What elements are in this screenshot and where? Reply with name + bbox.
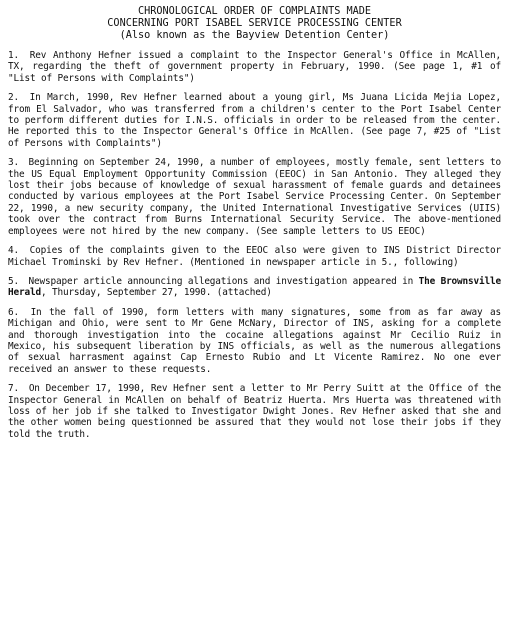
newspaper-title: The Brownsville Herald — [8, 275, 502, 299]
paragraph-text-continued: , Thursday, September 27, 1990. (attached) — [40, 287, 272, 299]
document-header — [8, 6, 501, 42]
header-line-1: CHRONOLOGICAL ORDER OF COMPLAINTS MADE — [137, 6, 372, 17]
paragraph-3 — [8, 157, 501, 237]
paragraph-number: 3. — [8, 157, 19, 169]
paragraph-number: 4. — [8, 245, 19, 257]
paragraph-number: 1. — [8, 50, 19, 61]
paragraph-text: Rev Anthony Hefner issued a complaint to the Inspector General's Office in McAllen, TX, regarding the theft of government property in February, 1990. (See page 1, #1 of "List of Persons with Complaints") — [8, 50, 501, 84]
paragraph-text: Beginning on September 24, 1990, a number of employees, mostly female, sent letters to the US Equal Employment Opportunity Commission (EEOC) in San Antonio. They alleged they lost their jobs because of knowledge of sexual harassment of female guards and detainees conducted by various employees at the Port Isabel Service Processing Center. On September 22, 1990, a new security company, the United International Investigative Services (UIIS) took over the contract from Burns International Security Service. The above-mentioned employees were not hired by the new company. (See sample letters to US EEOC) — [8, 157, 502, 237]
paragraph-text: Copies of the complaints given to the EEOC also were given to INS District Director Michael Trominski by Rev Hefner. (Mentioned in newspaper article in 5., following) — [8, 245, 501, 268]
paragraph-number: 6. — [8, 306, 19, 318]
paragraph-2 — [8, 92, 501, 149]
header-line-2: CONCERNING PORT ISABEL SERVICE PROCESSING CENTER — [107, 18, 402, 29]
paragraph-7 — [8, 383, 501, 440]
header-line-3: (Also known as the Bayview Detention Center) — [119, 30, 390, 41]
paragraph-5 — [8, 276, 501, 299]
paragraph-number: 2. — [8, 92, 19, 104]
paragraph-text: In March, 1990, Rev Hefner learned about a young girl, Ms Juana Licida Mejia Lopez, from El Salvador, who was transferred from a children's center to the Port Isabel Center to perform different duties for I.N.S. officials in order to be released from the center. He reported this to the Inspector General's Office in McAllen. (See page 7, #25 of "List of Persons with Complaints") — [8, 92, 501, 149]
paragraph-number: 5. — [8, 275, 19, 287]
paragraph-6 — [8, 307, 501, 375]
paragraph-4 — [8, 245, 501, 268]
paragraph-1 — [8, 50, 501, 84]
paragraph-number: 7. — [8, 383, 19, 395]
paragraph-text: Newspaper article announcing allegations and investigation appeared in — [28, 275, 419, 287]
paragraph-text: In the fall of 1990, form letters with many signatures, some from as far away as Michigan and Ohio, were sent to Mr Gene McNary, Director of INS, asking for a complete and thorough investigation into the cocaine allegations against Mr Cecilio Ruiz in Mexico, his subsequent liberation by INS officials, as well as the numerous allegations of sexual harrasment against Cap Ernesto Rubio and Lt Vicente Ramirez. No one ever received an answer to these requests. — [8, 306, 501, 375]
paragraph-text: On December 17, 1990, Rev Hefner sent a letter to Mr Perry Suitt at the Office of the Inspector General in McAllen on behalf of Beatriz Huerta. Mrs Huerta was threatened with loss of her job if she talked to Investigator Dwight Jones. Rev Hefner asked that she and the other women being questionned be assured that they would not lose their jobs if they told the truth. — [8, 383, 502, 440]
